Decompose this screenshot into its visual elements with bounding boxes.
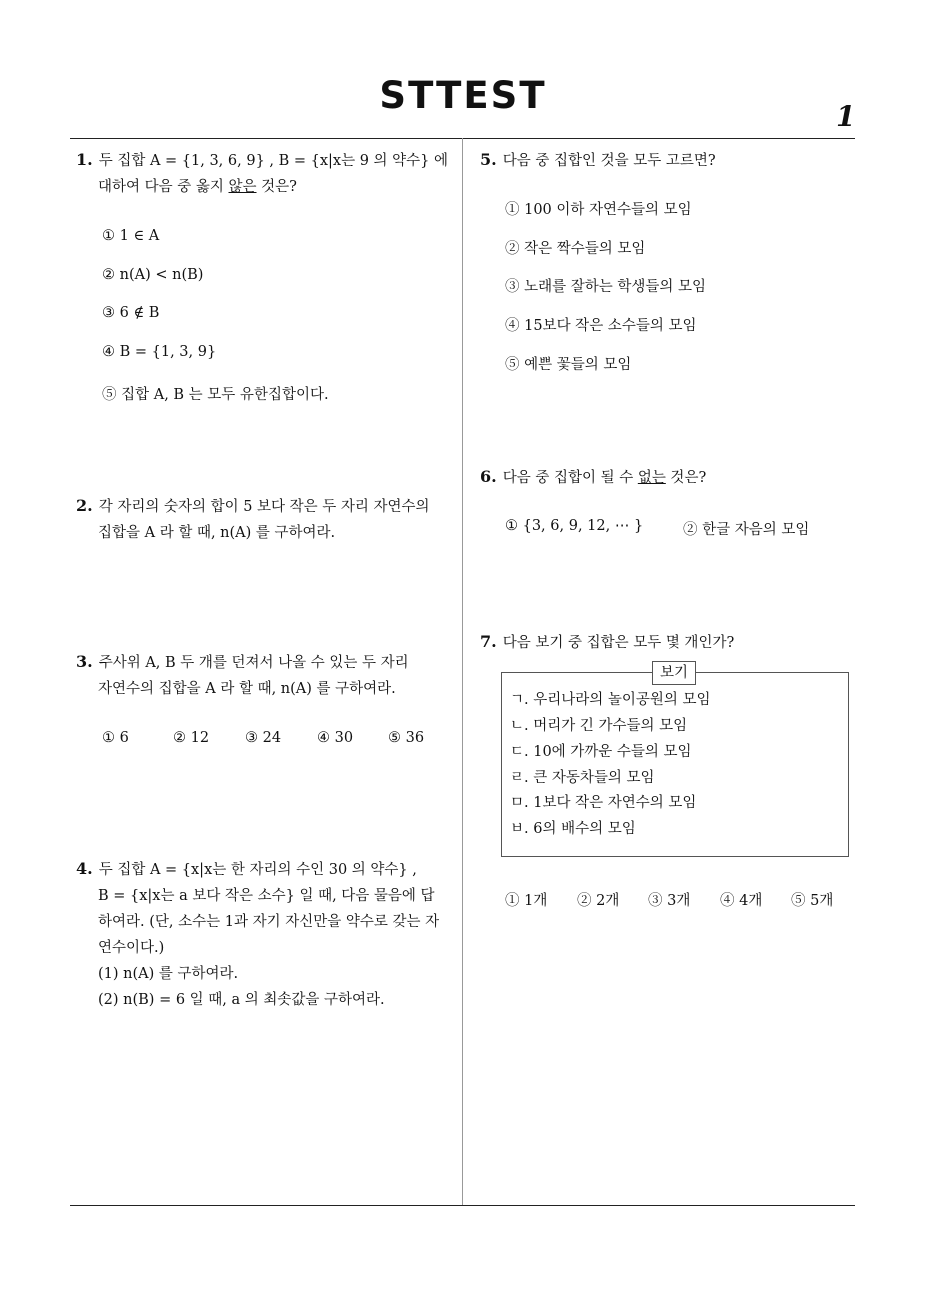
question-number: 4. [76, 859, 93, 878]
bogi-item: ㄹ. 큰 자동차들의 모임 [510, 770, 655, 786]
option-3[interactable]: ③ 24 [245, 730, 282, 746]
page-number: 1 [836, 100, 856, 133]
question-7 [480, 629, 855, 656]
question-text: 두 집합 A = {1, 3, 6, 9} , B = {x|x는 9 의 약수} 에 [98, 153, 449, 169]
option-4[interactable]: ④ 4개 [720, 893, 763, 909]
sub-question-1: (1) n(A) 를 구하여라. [98, 966, 239, 982]
question-3 [76, 649, 458, 702]
option-2[interactable]: ② n(A) < n(B) [102, 267, 204, 283]
option-2[interactable]: ② 한글 자음의 모임 [683, 522, 810, 538]
option-4[interactable]: ④ 30 [317, 730, 354, 746]
question-5 [480, 147, 855, 174]
option-4[interactable]: ④ B = {1, 3, 9} [102, 344, 217, 360]
question-text: 다음 보기 중 집합은 모두 몇 개인가? [502, 635, 735, 651]
option-1[interactable]: ① 1 ∈ A [102, 228, 160, 244]
question-text: 연수이다.) [98, 940, 165, 956]
option-3[interactable]: ③ 노래를 잘하는 학생들의 모임 [505, 279, 707, 295]
underlined-word: 없는 [637, 470, 666, 486]
bogi-item: ㄱ. 우리나라의 놀이공원의 모임 [510, 692, 711, 708]
option-4[interactable]: ④ 15보다 작은 소수들의 모임 [505, 318, 697, 334]
question-text: 것은? [256, 179, 297, 195]
question-number: 6. [480, 467, 497, 486]
question-text: 두 집합 A = {x|x는 한 자리의 수인 30 의 약수} , [98, 862, 417, 878]
question-number: 7. [480, 632, 497, 651]
question-text: 주사위 A, B 두 개를 던져서 나올 수 있는 두 자리 [98, 655, 409, 671]
option-5[interactable]: ⑤ 5개 [791, 893, 834, 909]
question-number: 5. [480, 150, 497, 169]
bogi-item: ㅁ. 1보다 작은 자연수의 모임 [510, 795, 697, 811]
option-3[interactable]: ③ 3개 [648, 893, 691, 909]
question-text: 하여라. (단, 소수는 1과 자기 자신만을 약수로 갖는 자 [98, 914, 440, 930]
question-number: 1. [76, 150, 93, 169]
question-1 [76, 147, 458, 200]
question-text: 다음 중 집합인 것을 모두 고르면? [502, 153, 716, 169]
option-1[interactable]: ① 100 이하 자연수들의 모임 [505, 202, 692, 218]
question-number: 3. [76, 652, 93, 671]
option-2[interactable]: ② 2개 [577, 893, 620, 909]
question-text: B = {x|x는 a 보다 작은 소수} 일 때, 다음 물음에 답 [98, 888, 435, 904]
option-5[interactable]: ⑤ 예쁜 꽃들의 모임 [505, 357, 632, 373]
question-text: 자연수의 집합을 A 라 할 때, n(A) 를 구하여라. [98, 681, 396, 697]
column-divider [462, 138, 463, 1205]
option-5[interactable]: ⑤ 집합 A, B 는 모두 유한집합이다. [102, 387, 329, 403]
bogi-item: ㄷ. 10에 가까운 수들의 모임 [510, 744, 692, 760]
underlined-word: 않은 [228, 179, 257, 195]
bogi-label: 보기 [652, 661, 696, 685]
option-5[interactable]: ⑤ 36 [388, 730, 425, 746]
question-text: 각 자리의 숫자의 합이 5 보다 작은 두 자리 자연수의 [98, 499, 430, 515]
bogi-item: ㅂ. 6의 배수의 모임 [510, 821, 636, 837]
question-number: 2. [76, 496, 93, 515]
option-1[interactable]: ① {3, 6, 9, 12, ⋯ } [505, 518, 644, 534]
question-text: 집합을 A 라 할 때, n(A) 를 구하여라. [98, 525, 336, 541]
option-2[interactable]: ② 12 [173, 730, 210, 746]
bogi-item: ㄴ. 머리가 긴 가수들의 모임 [510, 718, 688, 734]
question-text: 것은? [665, 470, 707, 486]
footer-rule [70, 1205, 855, 1206]
question-text: 대하여 다음 중 옳지 [98, 179, 229, 195]
option-1[interactable]: ① 1개 [505, 893, 548, 909]
option-3[interactable]: ③ 6 ∉ B [102, 305, 160, 321]
option-2[interactable]: ② 작은 짝수들의 모임 [505, 241, 646, 257]
question-2 [76, 493, 458, 546]
option-1[interactable]: ① 6 [102, 730, 129, 746]
sub-question-2: (2) n(B) = 6 일 때, a 의 최솟값을 구하여라. [98, 992, 385, 1008]
question-4 [76, 856, 458, 1013]
question-6 [480, 464, 855, 491]
page-title: STTEST [379, 74, 547, 117]
question-text: 다음 중 집합이 될 수 [502, 470, 638, 486]
